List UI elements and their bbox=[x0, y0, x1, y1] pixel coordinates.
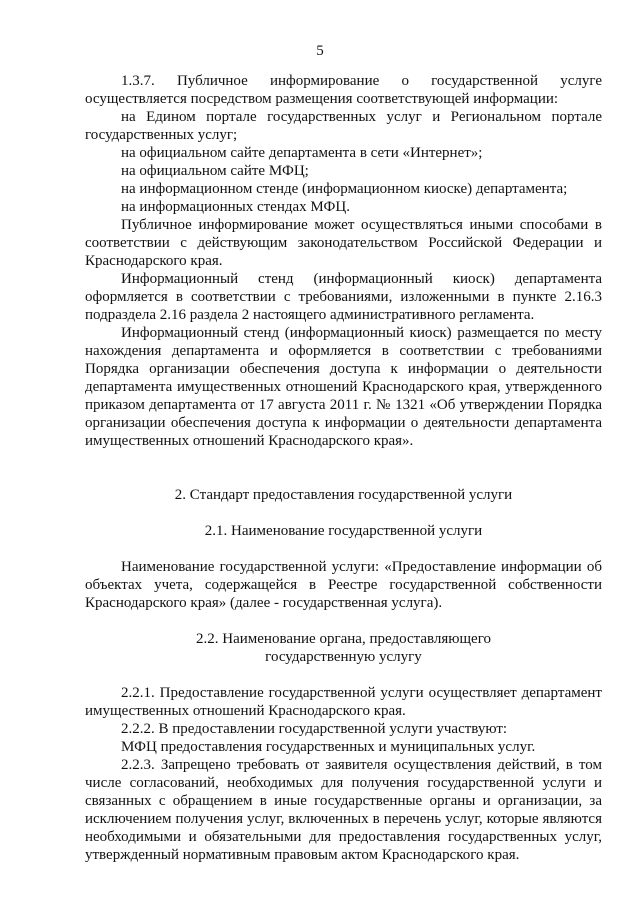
list-item-info-stand: на информационном стенде (информационном киоске) департамента; bbox=[121, 181, 568, 197]
page-number: 5 bbox=[316, 43, 324, 59]
document-body bbox=[85, 72, 602, 864]
paragraph-2-2-3: 2.2.3. Запрещено требовать от заявителя осуществления действий, в том числе согласований, необходимых для получения государственной услуги и связанных с обращением в иные государственные органы и организации, за исключением получения услуг, включенных в перечень услуг, которые являются необходимыми и обязательными для предоставления государственных услуг, утвержденный нормативным правовым актом Краснодарского края. bbox=[85, 757, 602, 863]
paragraph-stand-placement: Информационный стенд (информационный киоск) размещается по месту нахождения департамента и оформляется в соответствии с требованиями Порядка организации обеспечения доступа к информации о деятельности департамента имущественных отношений Краснодарского края, утвержденного приказом департамента от 17 августа 2011 г. № 1321 «Об утверждении Порядка организации обеспечения доступа к информации о деятельности департамента имущественных отношений Краснодарского края». bbox=[85, 325, 602, 449]
paragraph-2-2-2: 2.2.2. В предоставлении государственной услуги участвуют: bbox=[121, 721, 508, 737]
subsection-2-1-title: 2.1. Наименование государственной услуги bbox=[204, 523, 483, 539]
paragraph-mfc: МФЦ предоставления государственных и муниципальных услуг. bbox=[121, 739, 536, 755]
subsection-2-1-text: Наименование государственной услуги: «Предоставление информации об объектах учета, содержащейся в Реестре государственной собственности Краснодарского края» (далее - государственная услуга). bbox=[85, 559, 602, 611]
list-item-department-site: на официальном сайте департамента в сети «Интернет»; bbox=[121, 145, 483, 161]
paragraph-stand-design: Информационный стенд (информационный киоск) департамента оформляется в соответствии с требованиями, изложенными в пункте 2.16.3 подраздела 2.16 раздела 2 настоящего административного регламента. bbox=[85, 271, 602, 323]
list-item-mfc-site: на официальном сайте МФЦ; bbox=[121, 163, 309, 179]
subsection-2-2-title bbox=[85, 630, 602, 666]
list-item-portals: на Едином портале государственных услуг и Региональном портале государственных услуг; bbox=[85, 109, 602, 143]
subsection-2-2-title-line2: государственную услугу bbox=[265, 649, 422, 665]
subsection-2-2-title-line1: 2.2. Наименование органа, предоставляющего bbox=[196, 631, 491, 647]
paragraph-1-3-7: 1.3.7. Публичное информирование о государственной услуге осуществляется посредством размещения соответствующей информации: bbox=[85, 73, 602, 107]
section-title: 2. Стандарт предоставления государственной услуги bbox=[174, 487, 513, 503]
paragraph-2-2-1: 2.2.1. Предоставление государственной услуги осуществляет департамент имущественных отношений Краснодарского края. bbox=[85, 685, 602, 719]
paragraph-other-methods: Публичное информирование может осуществляться иными способами в соответствии с действующим законодательством Российской Федерации и Краснодарского края. bbox=[85, 217, 602, 269]
list-item-mfc-stands: на информационных стендах МФЦ. bbox=[121, 199, 350, 215]
